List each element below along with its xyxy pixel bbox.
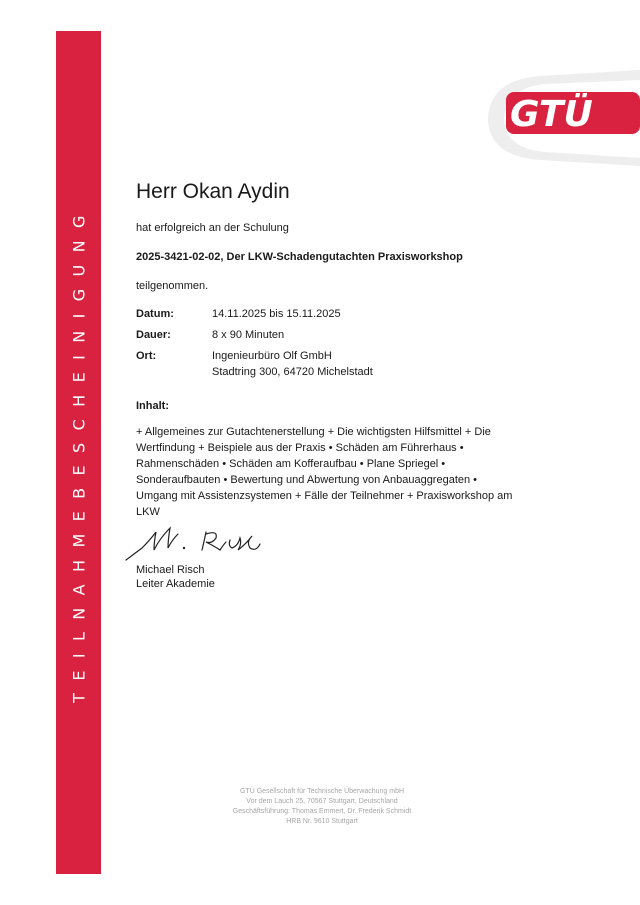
outro-text: teilgenommen.: [136, 280, 209, 292]
recipient-name: Herr Okan Aydin: [136, 180, 290, 203]
duration-value: 8 x 90 Minuten: [212, 329, 285, 341]
content-label: Inhalt:: [136, 400, 169, 412]
intro-text: hat erfolgreich an der Schulung: [136, 222, 289, 234]
content-list: [136, 424, 520, 520]
footer-line: Vor dem Lauch 25, 70567 Stuttgart, Deutschland: [246, 798, 398, 805]
signature: [120, 518, 280, 568]
side-title: TEILNAHMEBESCHEINIGUNG: [69, 202, 88, 703]
footer-line: Geschäftsführung: Thomas Emmert, Dr. Frederik Schmidt: [232, 808, 412, 815]
content-line: LKW: [136, 506, 160, 518]
place-line2: Stadtring 300, 64720 Michelstadt: [212, 366, 373, 378]
content-line: + Allgemeines zur Gutachtenerstellung + Die wichtigsten Hilfsmittel + Die: [136, 426, 491, 438]
content-line: Sonderaufbauten • Bewertung und Abwertung von Anbauaggregaten •: [136, 474, 478, 486]
signer-name: Michael Risch: [136, 564, 205, 576]
place-line1: Ingenieurbüro Olf GmbH: [212, 350, 332, 362]
date-value: 14.11.2025 bis 15.11.2025: [212, 308, 341, 320]
footer-line: GTÜ Gesellschaft für Technische Überwachung mbH: [239, 788, 405, 795]
duration-label: Dauer:: [136, 329, 171, 341]
date-label: Datum:: [136, 308, 174, 320]
side-bar: [56, 31, 101, 874]
content-line: Rahmenschäden • Schäden am Kofferaufbau • Plane Spriegel •: [136, 458, 446, 470]
place-label: Ort:: [136, 350, 157, 362]
footer: [200, 787, 444, 827]
course-title: 2025-3421-02-02, Der LKW-Schadengutachten Praxisworkshop: [136, 251, 463, 263]
logo-text: GTÜ: [510, 94, 593, 135]
gtu-logo: [470, 70, 640, 170]
content-line: Umgang mit Assistenzsystemen + Fälle der Teilnehmer + Praxisworkshop am: [136, 490, 513, 502]
footer-line: HRB Nr. 9610 Stuttgart: [286, 818, 358, 825]
gtu-logo-graphic: [470, 70, 640, 170]
signer-title: Leiter Akademie: [136, 578, 215, 590]
content-line: Wertfindung + Beispiele aus der Praxis • Schäden am Führerhaus •: [136, 442, 464, 454]
